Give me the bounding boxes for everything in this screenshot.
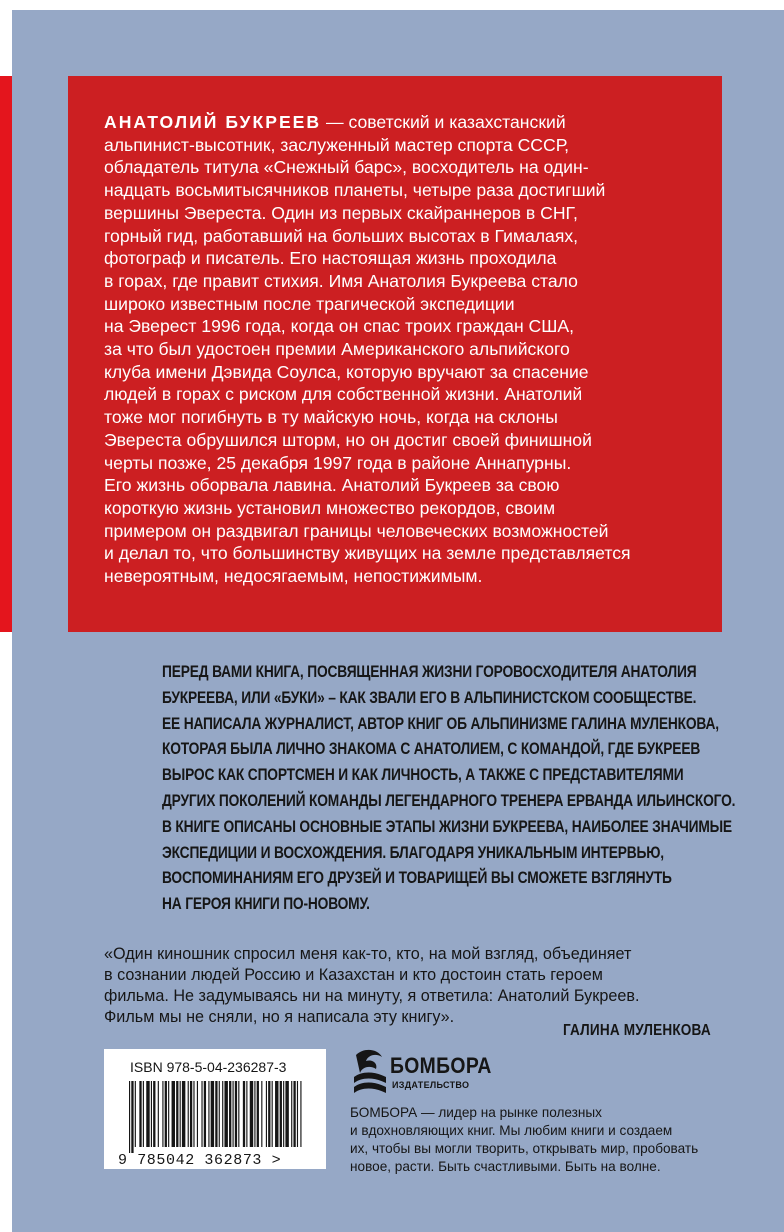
- barcode-bar: [176, 1081, 178, 1147]
- bio-line: Его жизнь оборвала лавина. Анатолий Букреев за свою: [104, 475, 560, 496]
- barcode-bar: [285, 1081, 288, 1147]
- bio-line: за что был удостоен премии Американского альпийского: [104, 339, 570, 360]
- barcode-bar: [272, 1081, 273, 1147]
- quote-line: фильма. Не задумываясь ни на минуту, я ответила: Анатолий Букреев.: [104, 986, 640, 1005]
- barcode-bar: [168, 1081, 169, 1147]
- annotation-line: КОТОРАЯ БЫЛА ЛИЧНО ЗНАКОМА С АНАТОЛИЕМ, С КОМАНДОЙ, ГДЕ БУКРЕЕВ: [162, 740, 701, 759]
- bio-line: надцать восьмитысячников планеты, четыре раза достигший: [104, 180, 606, 201]
- bio-line: и делал то, что большинству живущих на земле представляется: [104, 543, 631, 564]
- barcode-bar: [233, 1081, 234, 1147]
- barcode-bar: [291, 1081, 292, 1147]
- barcode-bar: [250, 1081, 253, 1147]
- bio-line: горный гид, работавший на больших высотах в Гималаях,: [104, 225, 579, 246]
- barcode-bar: [238, 1081, 239, 1147]
- barcode-bar: [193, 1081, 194, 1147]
- barcode-bar: [162, 1081, 163, 1147]
- barcode-bar: [151, 1081, 152, 1147]
- barcode-bar: [283, 1081, 284, 1147]
- barcode-bar: [219, 1081, 220, 1147]
- barcode-bar: [135, 1081, 136, 1147]
- barcode-bar: [180, 1081, 181, 1147]
- bio-line: примером он раздвигал границы человеческих возможностей: [104, 520, 609, 541]
- barcode-bar: [158, 1081, 159, 1147]
- barcode-bar: [201, 1081, 202, 1147]
- barcode-bar: [190, 1081, 192, 1147]
- barcode-bar: [197, 1081, 198, 1147]
- red-spine-accent: [0, 76, 12, 632]
- bio-line: короткую жизнь установил множество рекордов, своим: [104, 497, 556, 518]
- publisher-logo-subtitle: ИЗДАТЕЛЬСТВО: [392, 1080, 470, 1090]
- barcode-bar: [280, 1081, 282, 1147]
- bio-line: в горах, где правит стихия. Имя Анатолия Букреева стало: [104, 270, 578, 291]
- bio-line: клуба имени Дэвида Соулса, которую вручают за спасение: [104, 361, 589, 382]
- publisher-line: и вдохновляющих книг. Мы любим книги и создаем: [350, 1123, 673, 1139]
- cover-top-border: [0, 0, 784, 10]
- isbn-label: ISBN 978-5-04-236287-3: [130, 1059, 287, 1075]
- bio-line: тоже мог погибнуть в ту майскую ночь, когда на склоны: [104, 407, 558, 428]
- quote-line: «Один киношник спросил меня как-то, кто, на мой взгляд, объединяет: [104, 945, 632, 963]
- barcode-bar: [139, 1081, 141, 1147]
- annotation-line: В КНИГЕ ОПИСАНЫ ОСНОВНЫЕ ЭТАПЫ ЖИЗНИ БУКРЕЕВА, НАИБОЛЕЕ ЗНАЧИМЫЕ: [162, 817, 732, 836]
- bio-line: на Эверест 1996 года, когда он спас троих граждан США,: [104, 316, 574, 337]
- barcode-bar: [172, 1081, 175, 1147]
- annotation-line: БУКРЕЕВА, ИЛИ «БУКИ» – КАК ЗВАЛИ ЕГО В АЛЬПИНИСТСКОМ СООБЩЕСТВЕ.: [162, 688, 697, 707]
- annotation-line: ВОСПОМИНАНИЯМ ЕГО ДРУЗЕЙ И ТОВАРИЩЕЙ ВЫ СМОЖЕТЕ ВЗГЛЯНУТЬ: [162, 869, 672, 888]
- book-annotation: [162, 660, 736, 918]
- publisher-line: БОМБОРА — лидер на рынке полезных: [350, 1105, 602, 1120]
- barcode-bar: [208, 1081, 209, 1147]
- barcode-bar: [257, 1081, 259, 1147]
- barcode-bar: [235, 1081, 237, 1147]
- bio-line: обладатель титула «Снежный барс», восходитель на один-: [104, 157, 589, 178]
- barcode-bar: [268, 1081, 270, 1147]
- author-quote: [104, 944, 744, 1028]
- bombora-wave-logo-icon: [350, 1047, 390, 1097]
- author-name: АНАТОЛИЙ БУКРЕЕВ: [104, 112, 322, 132]
- barcode-bar: [300, 1081, 301, 1147]
- barcode-bar: [246, 1081, 247, 1147]
- barcode-bar: [243, 1081, 245, 1147]
- barcode-bar: [143, 1081, 144, 1147]
- barcode-bar: [229, 1081, 231, 1147]
- barcode-bar: [266, 1081, 267, 1147]
- barcode-bar: [129, 1081, 130, 1153]
- barcode-bar: [293, 1081, 295, 1147]
- annotation-line: ЕЕ НАПИСАЛА ЖУРНАЛИСТ, АВТОР КНИГ ОБ АЛЬПИНИЗМЕ ГАЛИНА МУЛЕНКОВА,: [162, 714, 719, 733]
- biography-text: [104, 111, 700, 588]
- barcode-bar: [182, 1081, 185, 1147]
- barcode-bar: [165, 1081, 167, 1147]
- publisher-logo-name: БОМБОРА: [390, 1053, 492, 1078]
- barcode-bar: [222, 1081, 223, 1147]
- isbn-barcode-box: [104, 1049, 326, 1169]
- barcode-bar: [297, 1081, 298, 1147]
- bio-line-0: [104, 111, 700, 134]
- barcode-bar: [224, 1081, 227, 1147]
- publisher-line: их, чтобы вы могли творить, открывать мир, пробовать: [350, 1141, 699, 1157]
- bio-line: альпинист-высотник, заслуженный мастер спорта СССР,: [104, 134, 569, 155]
- bio-line: вершины Эвереста. Один из первых скайраннеров в СНГ,: [104, 202, 578, 223]
- barcode-graphic: [127, 1081, 305, 1153]
- barcode-bar: [275, 1081, 278, 1147]
- barcode-bar: [131, 1081, 133, 1153]
- annotation-line: ВЫРОС КАК СПОРТСМЕН И КАК ЛИЧНОСТЬ, А ТАКЖЕ С ПРЕДСТАВИТЕЛЯМИ: [162, 766, 684, 785]
- quote-author: ГАЛИНА МУЛЕНКОВА: [563, 1022, 711, 1039]
- bio-line: черты позже, 25 декабря 1997 года в районе Аннапурны.: [104, 452, 572, 473]
- annotation-line: ЭКСПЕДИЦИИ И ВОСХОЖДЕНИЯ. БЛАГОДАРЯ УНИКАЛЬНЫМ ИНТЕРВЬЮ,: [162, 843, 664, 862]
- barcode-bar: [146, 1081, 149, 1147]
- quote-line: в сознании людей Россию и Казахстан и кто достоин стать героем: [104, 965, 603, 984]
- barcode-bar: [261, 1081, 262, 1147]
- barcode-bar: [153, 1081, 155, 1147]
- annotation-line: ДРУГИХ ПОКОЛЕНИЙ КОМАНДЫ ЛЕГЕНДАРНОГО ТРЕНЕРА ЕРВАНДА ИЛЬИНСКОГО.: [162, 791, 736, 810]
- barcode-bar: [204, 1081, 206, 1147]
- annotation-line: ПЕРЕД ВАМИ КНИГА, ПОСВЯЩЕННАЯ ЖИЗНИ ГОРОВОСХОДИТЕЛЯ АНАТОЛИЯ: [162, 663, 697, 681]
- barcode-bar: [188, 1081, 189, 1147]
- barcode-bar: [254, 1081, 255, 1147]
- quote-line: Фильм мы не сняли, но я написала эту книгу».: [104, 1007, 455, 1026]
- publisher-description: [350, 1104, 730, 1176]
- bio-line: Эвереста обрушился шторм, но он достиг своей финишной: [104, 429, 592, 450]
- annotation-line: НА ГЕРОЯ КНИГИ ПО-НОВОМУ.: [162, 895, 370, 914]
- ean-number: 9 785042 362873 >: [118, 1152, 282, 1169]
- barcode-bar: [211, 1081, 214, 1147]
- bio-line: людей в горах с риском для собственной жизни. Анатолий: [104, 384, 583, 405]
- bio-line: широко известным после трагической экспедиции: [104, 293, 515, 314]
- publisher-line: новое, расти. Быть счастливыми. Быть на волне.: [350, 1159, 661, 1175]
- bio-line: фотограф и писатель. Его настоящая жизнь проходила: [104, 248, 557, 269]
- barcode-bar: [215, 1081, 217, 1147]
- bio-line: невероятным, недосягаемым, непостижимым.: [104, 566, 483, 587]
- bio-first-line-rest: — советский и казахстанский: [321, 112, 566, 132]
